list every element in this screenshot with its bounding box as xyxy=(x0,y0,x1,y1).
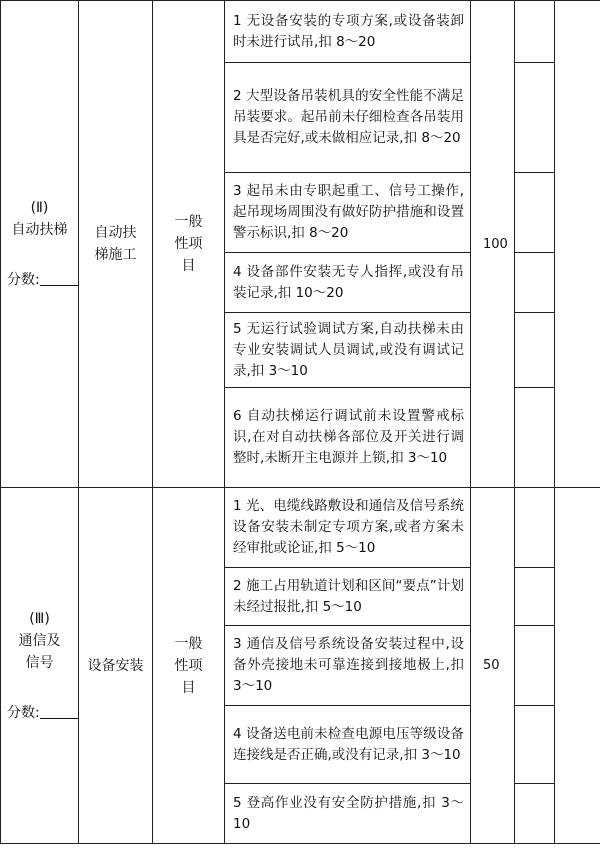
empty-cell xyxy=(515,63,555,173)
subitem-cell: 自动扶梯施工 xyxy=(79,1,153,488)
check-item: 1 光、电缆线路敷设和通信及信号系统设备安装未制定专项方案,或者方案未经审批或论证,扣 5～10 xyxy=(225,488,471,568)
section-title-cell xyxy=(1,488,79,844)
empty-cell xyxy=(515,253,555,313)
check-item: 5 无运行试验调试方案,自动扶梯未由专业安装调试人员调试,或没有调试记录,扣 3～10 xyxy=(225,313,471,388)
empty-cell xyxy=(515,706,555,784)
score-blank xyxy=(40,271,78,286)
check-item: 1 无设备安装的专项方案,或设备装卸时未进行试吊,扣 8～20 xyxy=(225,1,471,63)
empty-cell xyxy=(515,568,555,626)
empty-cell xyxy=(515,173,555,253)
check-item: 3 起吊未由专职起重工、信号工操作,起吊现场周围没有做好防护措施和设置警示标识,扣 8～20 xyxy=(225,173,471,253)
empty-cell xyxy=(515,784,555,844)
section-roman: (Ⅲ) xyxy=(29,610,50,627)
subitem-cell: 设备安装 xyxy=(79,488,153,844)
empty-cell xyxy=(555,488,600,844)
empty-cell xyxy=(515,488,555,568)
check-item: 4 设备部件安装无专人指挥,或没有吊装记录,扣 10～20 xyxy=(225,253,471,313)
total-score: 50 xyxy=(471,488,515,844)
section-roman: (Ⅱ) xyxy=(30,200,49,216)
section-name: 自动扶梯 xyxy=(11,222,68,238)
empty-cell xyxy=(555,1,600,488)
check-item: 4 设备送电前未检查电源电压等级设备连接线是否正确,或没有记录,扣 3～10 xyxy=(225,706,471,784)
check-item: 2 大型设备吊装机具的安全性能不满足吊装要求。起吊前未仔细检查各吊装用具是否完好,或未做相应记录,扣 8～20 xyxy=(225,63,471,173)
empty-cell xyxy=(515,313,555,388)
empty-cell xyxy=(515,1,555,63)
section-score: 分数: xyxy=(1,702,78,724)
check-item: 6 自动扶梯运行调试前未设置警戒标识,在对自动扶梯各部位及开关进行调整时,未断开主电源并上锁,扣 3～10 xyxy=(225,388,471,488)
table-row xyxy=(1,488,600,568)
section-name: 通信及信号 xyxy=(18,632,61,671)
check-item: 5 登高作业没有安全防护措施,扣 3～10 xyxy=(225,784,471,844)
score-blank xyxy=(40,704,78,719)
section-score: 分数: xyxy=(1,269,78,291)
empty-cell xyxy=(515,388,555,488)
table-row xyxy=(1,1,600,63)
category-cell: 一般性项目 xyxy=(153,1,225,488)
empty-cell xyxy=(515,626,555,706)
category-cell: 一般性项目 xyxy=(153,488,225,844)
total-score: 100 xyxy=(471,1,515,488)
section-title-cell xyxy=(1,1,79,488)
check-item: 3 通信及信号系统设备安装过程中,设备外壳接地未可靠连接到接地极上,扣 3～10 xyxy=(225,626,471,706)
check-item: 2 施工占用轨道计划和区间“要点”计划未经过报批,扣 5～10 xyxy=(225,568,471,626)
